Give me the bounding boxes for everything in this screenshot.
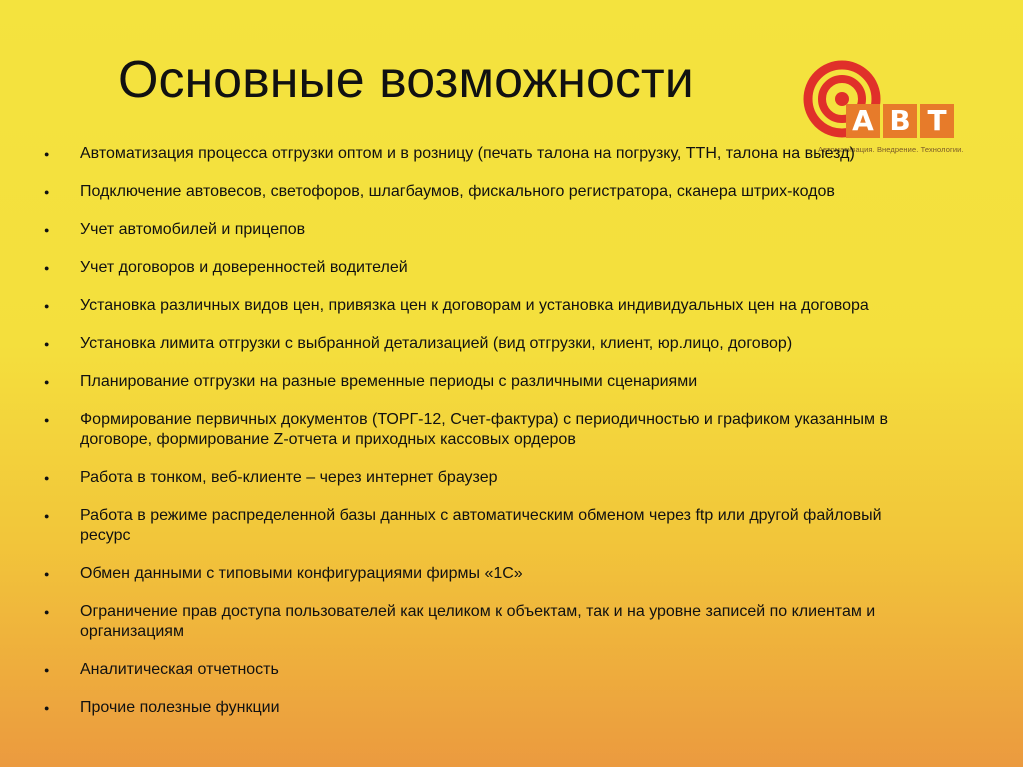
- feature-item: [38, 602, 988, 642]
- feature-item: [38, 372, 988, 392]
- feature-text: Планирование отгрузки на разные временные периоды с различными сценариями: [80, 373, 698, 390]
- bullet-icon: ●: [44, 607, 50, 617]
- feature-text: Аналитическая отчетность: [80, 661, 279, 678]
- logo-letters: [846, 104, 954, 138]
- feature-item: [38, 564, 988, 584]
- feature-item: [38, 660, 988, 680]
- feature-text: Работа в режиме распределенной базы данных с автоматическим обменом через ftp или другой файловый ресурс: [80, 507, 882, 544]
- bullet-icon: ●: [44, 511, 50, 521]
- feature-text: Обмен данными с типовыми конфигурациями фирмы «1С»: [80, 565, 523, 582]
- bullet-icon: ●: [44, 301, 50, 311]
- feature-text: Подключение автовесов, светофоров, шлагбаумов, фискального регистратора, сканера штрих-кодов: [80, 183, 835, 200]
- bullet-icon: ●: [44, 473, 50, 483]
- feature-item: [38, 410, 988, 450]
- feature-text: Учет договоров и доверенностей водителей: [80, 259, 408, 276]
- bullet-icon: ●: [44, 263, 50, 273]
- bullet-icon: ●: [44, 187, 50, 197]
- feature-item: [38, 506, 988, 546]
- feature-text: Учет автомобилей и прицепов: [80, 221, 306, 238]
- bullet-icon: ●: [44, 149, 50, 159]
- bullet-icon: ●: [44, 377, 50, 387]
- logo-letter: В: [883, 104, 917, 138]
- feature-text: Автоматизация процесса отгрузки оптом и в розницу (печать талона на погрузку, ТТН, талона на выезд): [80, 145, 855, 162]
- bullet-icon: ●: [44, 415, 50, 425]
- feature-text: Прочие полезные функции: [80, 699, 280, 716]
- bullet-icon: ●: [44, 339, 50, 349]
- feature-text: Работа в тонком, веб-клиенте – через интернет браузер: [80, 469, 498, 486]
- feature-text: Ограничение прав доступа пользователей как целиком к объектам, так и на уровне записей по клиентам и организациям: [80, 603, 876, 640]
- logo-letter: А: [846, 104, 880, 138]
- bullet-icon: ●: [44, 665, 50, 675]
- feature-item: [38, 468, 988, 488]
- bullet-icon: ●: [44, 225, 50, 235]
- feature-item: [38, 220, 988, 240]
- feature-item: [38, 698, 988, 718]
- feature-item: [38, 182, 988, 202]
- feature-text: Установка различных видов цен, привязка цен к договорам и установка индивидуальных цен на договора: [80, 297, 869, 314]
- slide-title: Основные возможности: [118, 51, 694, 109]
- bullet-icon: ●: [44, 703, 50, 713]
- logo-tagline: Автоматизация. Внедрение. Технологии.: [818, 145, 964, 154]
- feature-list: [38, 144, 988, 718]
- feature-item: [38, 296, 988, 316]
- bullet-icon: ●: [44, 569, 50, 579]
- feature-text: Установка лимита отгрузки с выбранной детализацией (вид отгрузки, клиент, юр.лицо, договор): [80, 335, 793, 352]
- feature-item: [38, 258, 988, 278]
- feature-item: [38, 144, 988, 164]
- logo-letter: Т: [920, 104, 954, 138]
- feature-item: [38, 334, 988, 354]
- feature-text: Формирование первичных документов (ТОРГ-12, Счет-фактура) с периодичностью и графиком указанным в договоре, формирование Z-отчета и приходных кассовых ордеров: [80, 411, 888, 448]
